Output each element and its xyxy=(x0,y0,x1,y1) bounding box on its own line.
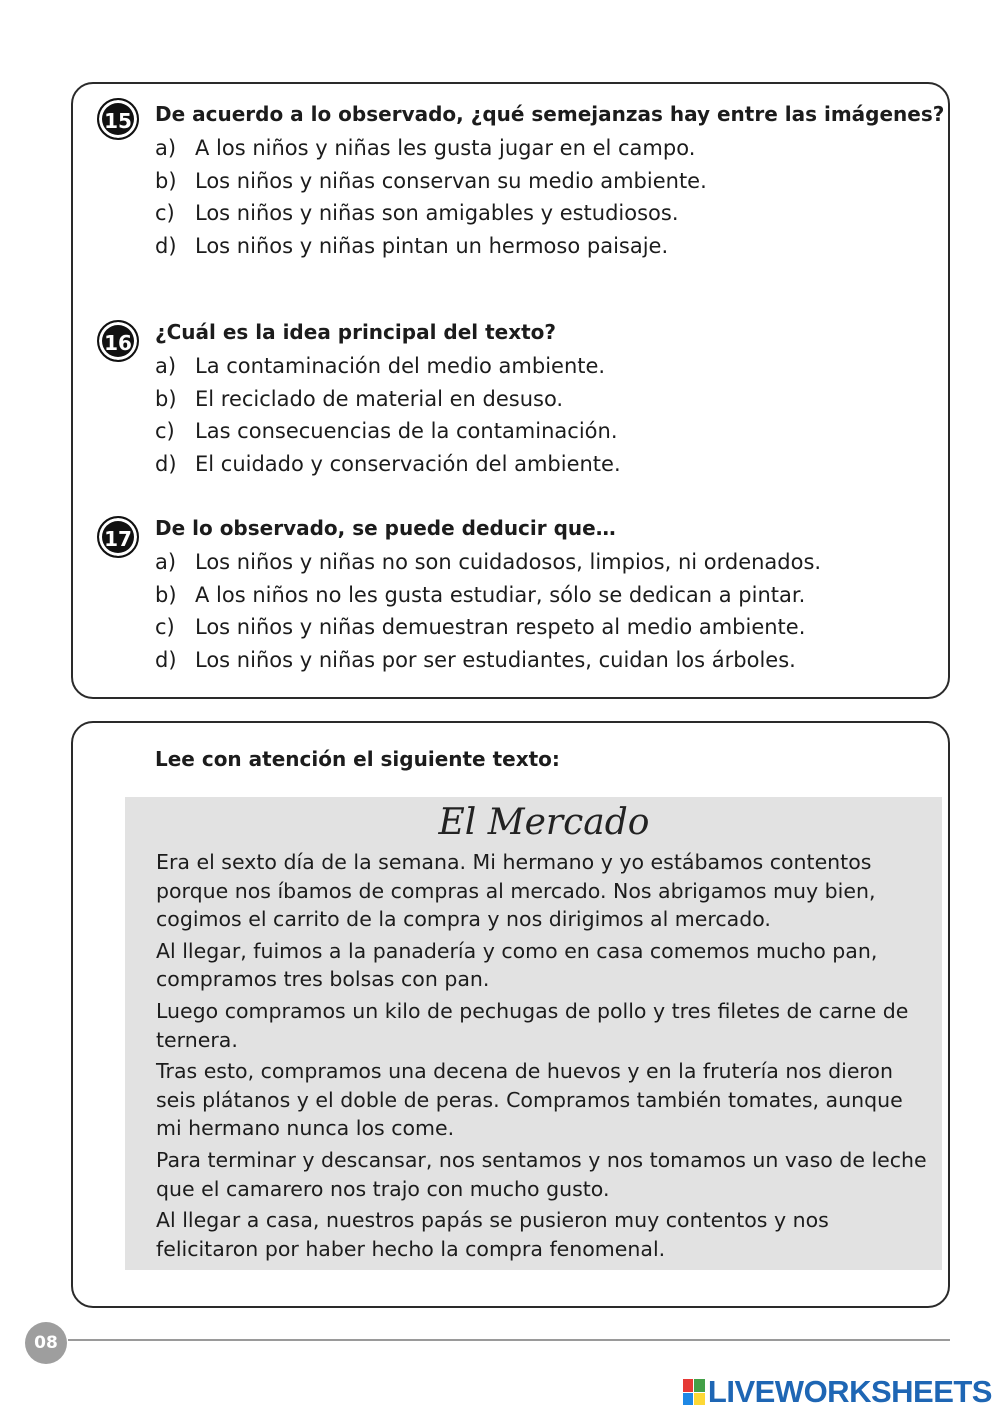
question-17-option-c[interactable]: c) Los niños y niñas demuestran respeto al medio ambiente. xyxy=(155,615,806,640)
question-15-number-badge: 15 xyxy=(97,98,139,140)
reading-paragraph: Luego compramos un kilo de pechugas de pollo y tres filetes de carne de ternera. xyxy=(156,998,909,1052)
reading-box xyxy=(71,721,950,1308)
reading-paragraph: Al llegar, fuimos a la panadería y como en casa comemos mucho pan, compramos tres bolsas con pan. xyxy=(156,938,878,992)
question-17-option-d[interactable]: d) Los niños y niñas por ser estudiantes, cuidan los árboles. xyxy=(155,648,796,673)
question-15 xyxy=(155,102,945,263)
reading-title: El Mercado xyxy=(438,802,650,843)
reading-paragraph: Al llegar a casa, nuestros papás se pusieron muy contentos y nos felicitaron por haber hecho la compra fenomenal. xyxy=(156,1208,829,1261)
question-16-option-d[interactable]: d) El cuidado y conservación del ambiente. xyxy=(155,452,621,477)
question-17-number-badge: 17 xyxy=(97,516,139,558)
reading-paragraph: Tras esto, compramos una decena de huevos y en la frutería nos dieron seis plátanos y el doble de peras. Compramos también tomates, aunque mi hermano nunca los come. xyxy=(156,1059,903,1141)
question-17-text: De lo observado, se puede deducir que… xyxy=(155,516,616,540)
question-15-option-d[interactable]: d) Los niños y niñas pintan un hermoso paisaje. xyxy=(155,234,669,259)
reading-paragraph: Para terminar y descansar, nos sentamos y nos tomamos un vaso de leche que el camarero nos trajo con mucho gusto. xyxy=(156,1147,927,1201)
liveworksheets-logo-icon xyxy=(683,1379,705,1405)
question-15-option-a[interactable]: a) A los niños y niñas les gusta jugar en el campo. xyxy=(155,136,696,160)
question-15-option-c[interactable]: c) Los niños y niñas son amigables y estudiosos. xyxy=(155,201,679,226)
question-15-option-b[interactable]: b) Los niños y niñas conservan su medio ambiente. xyxy=(155,168,707,193)
question-16-option-c[interactable]: c) Las consecuencias de la contaminación. xyxy=(155,419,618,444)
reading-passage xyxy=(125,797,942,1270)
question-15-text: De acuerdo a lo observado, ¿qué semejanzas hay entre las imágenes? xyxy=(155,102,945,126)
question-16-option-b[interactable]: b) El reciclado de material en desuso. xyxy=(155,386,564,411)
question-17 xyxy=(155,516,945,677)
question-17-option-b[interactable]: b) A los niños no les gusta estudiar, sólo se dedican a pintar. xyxy=(155,582,806,607)
question-16-option-a[interactable]: a) La contaminación del medio ambiente. xyxy=(155,354,606,378)
question-16-text: ¿Cuál es la idea principal del texto? xyxy=(155,320,557,344)
reading-instruction: Lee con atención el siguiente texto: xyxy=(155,747,560,771)
brand-name: LIVEWORKSHEETS xyxy=(707,1374,992,1409)
page-number-badge: 08 xyxy=(25,1322,67,1364)
question-16 xyxy=(155,320,945,481)
question-17-option-a[interactable]: a) Los niños y niñas no son cuidadosos, limpios, ni ordenados. xyxy=(155,550,822,574)
reading-paragraph: Era el sexto día de la semana. Mi hermano y yo estábamos contentos porque nos íbamos de compras al mercado. Nos abrigamos muy bien, cogimos el carrito de la compra y nos dirigimos al mercado. xyxy=(156,850,876,932)
footer-divider xyxy=(68,1339,950,1341)
liveworksheets-brand xyxy=(683,1374,992,1410)
question-16-number-badge: 16 xyxy=(97,320,139,362)
questions-box xyxy=(71,82,950,699)
